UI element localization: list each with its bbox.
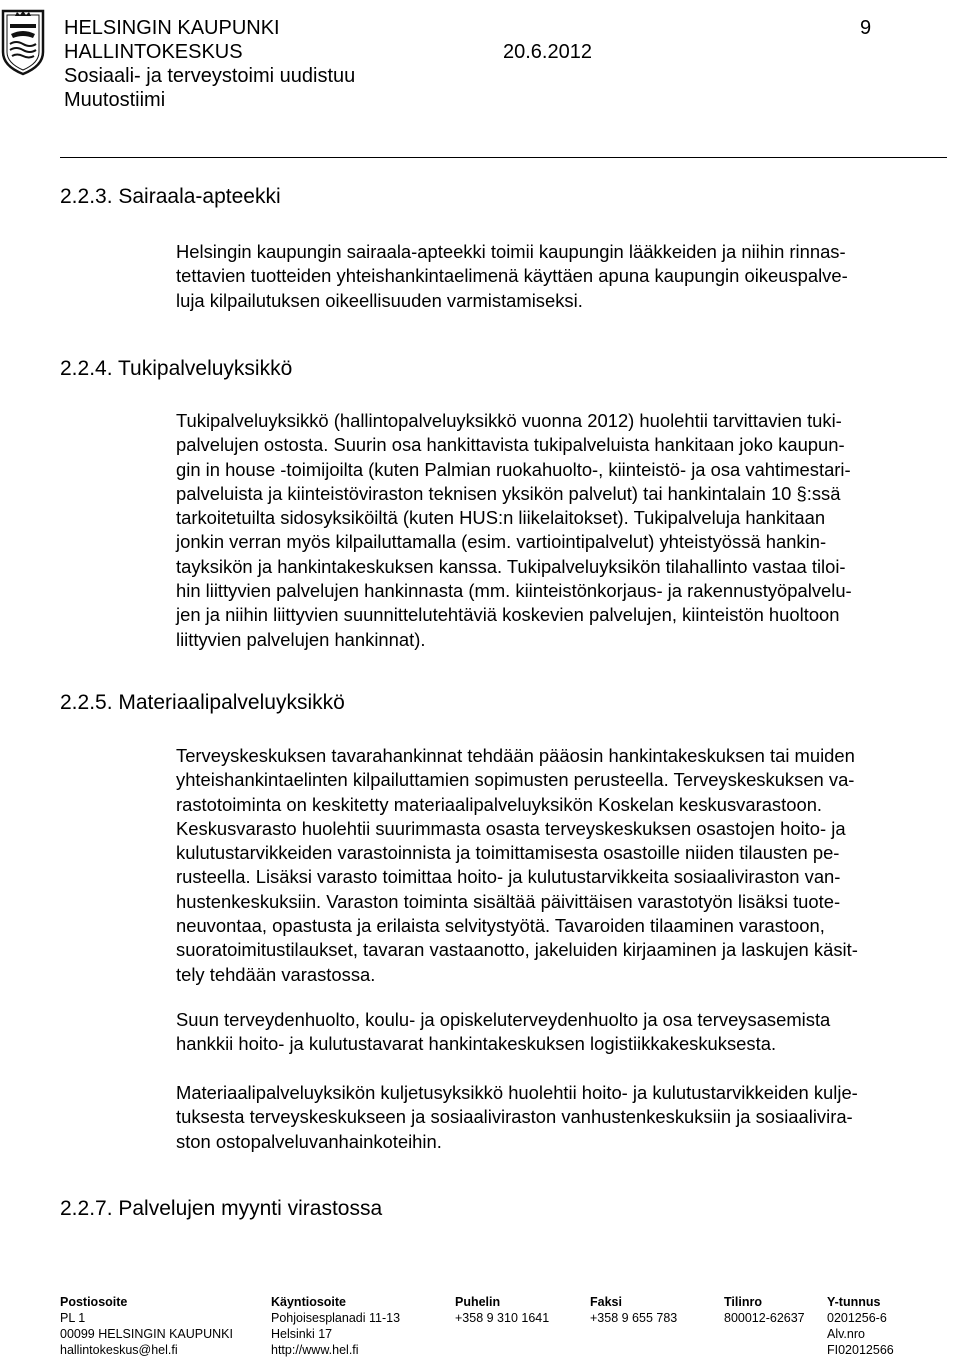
section-heading-tukipalveluyksikko: 2.2.4. Tukipalveluyksikkö [60, 357, 293, 380]
text-line: suoratoimitustilaukset, tavaran vastaanotto, jakeluiden kirjaaminen ja laskujen käsit- [176, 939, 858, 961]
text-line: Suun terveydenhuolto, koulu- ja opiskeluterveydenhuolto ja osa terveysasemista [176, 1009, 831, 1030]
section-heading-sairaala-apteekki: 2.2.3. Sairaala-apteekki [60, 185, 281, 208]
text-line: rusteella. Lisäksi varasto toimittaa hoito- ja kulutustarvikkeita sosiaaliviraston van- [176, 866, 841, 888]
text-line: palveluista ja kiinteistöviraston teknisen yksikön palvelut) tai hankintalain 10 §:ssä [176, 482, 841, 504]
text-line: tarkoitetuilta sidosyksiköiltä (kuten HUS:n liikelaitokset). Tukipalveluja hankitaan [176, 507, 826, 529]
footer-value: +358 9 655 783 [590, 1311, 678, 1325]
paragraph [176, 240, 960, 313]
footer-label-postiosoite: Postiosoite [60, 1295, 128, 1309]
section-heading-materiaalipalveluyksikko: 2.2.5. Materiaalipalveluyksikkö [60, 691, 345, 714]
paragraph [176, 1008, 960, 1057]
footer-email: hallintokeskus@hel.fi [60, 1343, 178, 1357]
text-line: Helsingin kaupungin sairaala-apteekki toimii kaupungin lääkkeiden ja niihin rinnas- [176, 241, 846, 262]
helsinki-crest-icon [0, 8, 46, 76]
footer-label-faksi: Faksi [590, 1295, 622, 1309]
header-divider [60, 157, 947, 158]
footer-value: PL 1 [60, 1311, 86, 1325]
text-line: liittyvien palvelujen hankinnat). [176, 628, 426, 650]
text-line: jonkin verran myös kilpailuttamalla (esim. vartiointipalvelut) yhteistyössä hankin- [176, 531, 827, 553]
section-heading-palvelujen-myynti: 2.2.7. Palvelujen myynti virastossa [60, 1197, 383, 1220]
paragraph [176, 744, 960, 987]
footer-label-puhelin: Puhelin [455, 1295, 501, 1309]
header-subtitle: Sosiaali- ja terveystoimi uudistuu [64, 65, 356, 87]
footer-value: Alv.nro [827, 1327, 865, 1341]
text-line: hin liittyvien palvelujen hankinnasta (mm. kiinteistönkorjaus- ja rakennustyöpalvelu- [176, 580, 852, 602]
text-line: ston ostopalveluvanhainkoteihin. [176, 1130, 442, 1152]
footer-value: 0201256-6 [827, 1311, 887, 1325]
page-number: 9 [860, 17, 872, 39]
text-line: Keskusvarasto huolehtii suurimmasta osasta terveyskeskuksen osastojen hoito- ja [176, 817, 846, 839]
text-line: Terveyskeskuksen tavarahankinnat tehdään pääosin hankintakeskuksen tai muiden [176, 745, 855, 766]
text-line: tayksikön ja hankintakeskuksen kanssa. Tukipalveluyksikön tilahallinto vastaa tiloi- [176, 555, 846, 577]
text-line: tettavien tuotteiden yhteishankintaelimenä käyttäen apuna kaupungin oikeuspalve- [176, 265, 848, 287]
header-date: 20.6.2012 [503, 41, 592, 63]
text-line: tuksesta terveyskeskukseen ja sosiaaliviraston vanhustenkeskuksiin ja sosiaalivira- [176, 1106, 853, 1128]
text-line: gin in house -toimijoilta (kuten Palmian ruokahuolto-, kiinteistö- ja osa vahtimestari- [176, 458, 851, 480]
text-line: kulutustarvikkeiden varastoinnista ja toimittamisesta osastoille niiden tilausten pe- [176, 842, 840, 864]
text-line: rastotoiminta on keskitetty materiaalipalveluyksikön Koskelan keskusvarastoon. [176, 793, 823, 815]
footer-value: 800012-62637 [724, 1311, 805, 1325]
footer-value: 00099 HELSINGIN KAUPUNKI [60, 1327, 233, 1341]
text-line: Materiaalipalveluyksikön kuljetusyksikkö huolehtii hoito- ja kulutustarvikkeiden kulje- [176, 1082, 858, 1103]
text-line: hankkii hoito- ja kulutustavarat hankintakeskuksen logistiikkakeskuksesta. [176, 1033, 777, 1055]
text-line: luja kilpailutuksen oikeellisuuden varmistamiseksi. [176, 289, 583, 311]
header-office: HALLINTOKESKUS [64, 41, 243, 63]
footer-label-kayntiosoite: Käyntiosoite [271, 1295, 347, 1309]
paragraph [176, 1081, 960, 1154]
footer-website: http://www.hel.fi [271, 1343, 359, 1357]
header-doc-type: Muutostiimi [64, 89, 166, 111]
footer-value: +358 9 310 1641 [455, 1311, 550, 1325]
footer-value: Pohjoisesplanadi 11-13 [271, 1311, 401, 1325]
paragraph [176, 409, 960, 652]
text-line: yhteishankintaelinten kilpailuttamien sopimusten perusteella. Terveyskeskuksen va- [176, 769, 855, 791]
footer-label-tilinro: Tilinro [724, 1295, 762, 1309]
header-org: HELSINGIN KAUPUNKI [64, 17, 280, 39]
text-line: tely tehdään varastossa. [176, 963, 376, 985]
text-line: palvelujen ostosta. Suurin osa hankittavista tukipalveluista hankitaan joko kaupun- [176, 434, 845, 456]
text-line: hustenkeskuksiin. Varaston toiminta sisältää päivittäisen varastotyön lisäksi tuote- [176, 890, 841, 912]
text-line: jen ja niihin liittyvien suunnittelutehtäviä koskevien palvelujen, kiinteistön huoltoon [176, 604, 840, 626]
text-line: neuvontaa, opastusta ja erilaista selvitystyötä. Tavaroiden tilaaminen varastoon, [176, 915, 825, 937]
footer-label-y-tunnus: Y-tunnus [827, 1295, 881, 1309]
text-line: Tukipalveluyksikkö (hallintopalveluyksikkö vuonna 2012) huolehtii tarvittavien tuki- [176, 410, 842, 431]
footer-value: FI02012566 [827, 1343, 894, 1357]
footer-value: Helsinki 17 [271, 1327, 333, 1341]
